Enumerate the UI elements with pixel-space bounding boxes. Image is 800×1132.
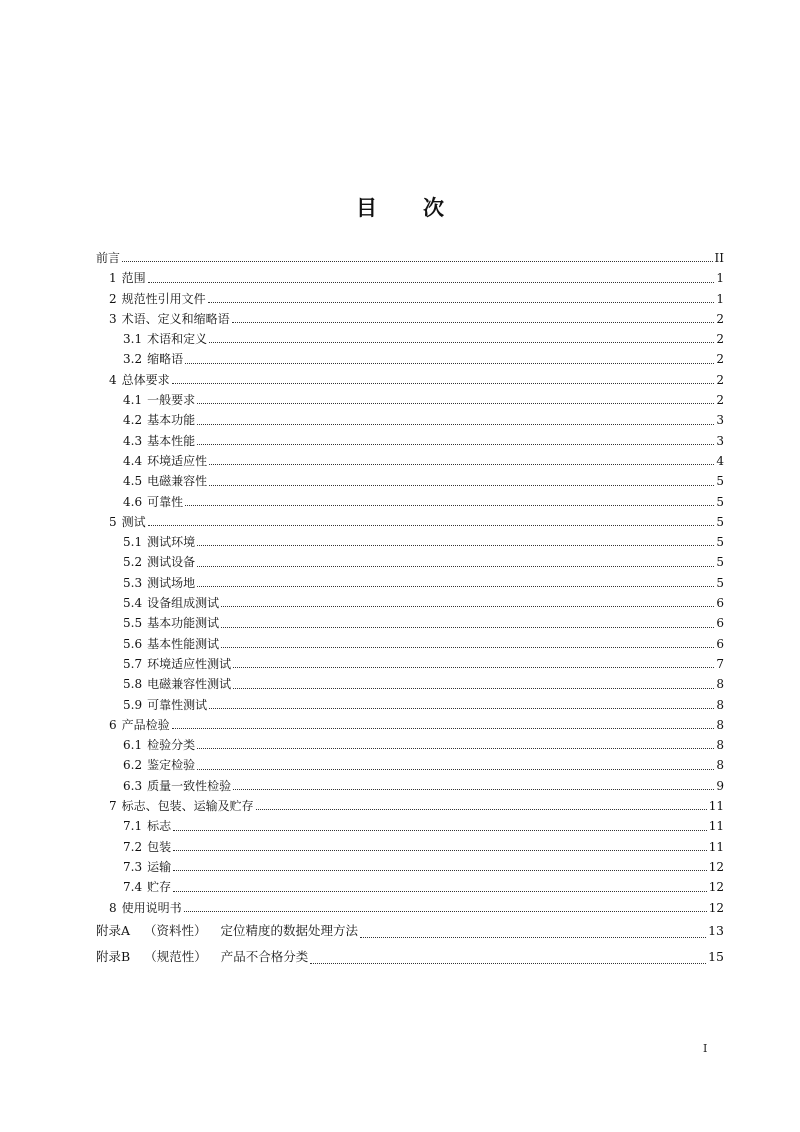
toc-entry-page: 2 — [716, 352, 724, 367]
toc-entry-label — [123, 492, 183, 512]
toc-entry[interactable] — [96, 715, 724, 735]
toc-entry-number: 3 — [109, 311, 117, 326]
toc-entry-label — [123, 837, 171, 857]
toc-entry-number: 4.3 — [123, 433, 143, 448]
toc-entry-page: 12 — [708, 880, 724, 895]
toc-entry-label — [123, 613, 219, 633]
table-of-contents — [96, 248, 724, 970]
toc-entry-label — [109, 512, 146, 532]
toc-entry[interactable] — [96, 370, 724, 390]
toc-entry[interactable] — [96, 431, 724, 451]
toc-entry-page: 2 — [716, 372, 724, 387]
toc-entry-text: 测试场地 — [147, 575, 196, 590]
toc-entry-label — [109, 289, 206, 309]
toc-entry-text: 贮存 — [147, 880, 172, 895]
toc-entry-page: 6 — [716, 616, 724, 631]
toc-entry-text: 使用说明书 — [121, 900, 182, 915]
toc-entry-page: 5 — [716, 494, 724, 509]
toc-entry-number: 5.4 — [123, 596, 143, 611]
toc-entry-number: 4.6 — [123, 494, 143, 509]
toc-entry[interactable] — [96, 471, 724, 491]
toc-entry[interactable] — [96, 877, 724, 897]
dot-leader — [209, 341, 714, 343]
toc-entry-page: 8 — [716, 758, 724, 773]
toc-entry-label — [109, 796, 254, 816]
toc-entry-text: 基本功能 — [147, 413, 196, 428]
toc-entry[interactable] — [96, 898, 724, 918]
dot-leader — [221, 626, 714, 628]
toc-entry-number: 4.5 — [123, 474, 143, 489]
toc-entry-text: 标志、包装、运输及贮存 — [121, 799, 254, 814]
toc-entry-label — [123, 654, 231, 674]
appendix-label-group — [96, 918, 358, 944]
toc-entry-number: 7.3 — [123, 859, 143, 874]
toc-entry-page: 2 — [716, 393, 724, 408]
toc-entry-label — [123, 329, 207, 349]
toc-entry[interactable] — [96, 248, 724, 268]
toc-entry[interactable] — [96, 593, 724, 613]
toc-entry-text: 规范性引用文件 — [121, 291, 206, 306]
toc-entry-text: 检验分类 — [147, 738, 196, 753]
dot-leader — [173, 849, 707, 851]
toc-entry-number: 5.6 — [123, 636, 143, 651]
toc-entry[interactable] — [96, 532, 724, 552]
dot-leader — [197, 747, 714, 749]
toc-entry[interactable] — [96, 329, 724, 349]
toc-entry-text: 电磁兼容性 — [147, 474, 208, 489]
dot-leader — [233, 666, 714, 668]
toc-entry[interactable] — [96, 837, 724, 857]
toc-entry-number: 6 — [109, 717, 117, 732]
toc-entry-page: 5 — [716, 474, 724, 489]
dot-leader — [310, 962, 706, 964]
toc-entry-label — [123, 532, 195, 552]
toc-entry-label — [96, 248, 120, 268]
dot-leader — [172, 727, 714, 729]
toc-entry-text: 标志 — [147, 819, 172, 834]
toc-entry-number: 3.2 — [123, 352, 143, 367]
toc-entry-number: 5.9 — [123, 697, 143, 712]
title-char-2: 次 — [423, 196, 444, 220]
toc-entry[interactable] — [96, 309, 724, 329]
toc-entry[interactable] — [96, 573, 724, 593]
toc-entry-label — [123, 634, 219, 654]
dot-leader — [233, 788, 714, 790]
toc-entry-number: 4.4 — [123, 453, 143, 468]
dot-leader — [173, 890, 707, 892]
toc-entry-page: 2 — [716, 311, 724, 326]
toc-entry-page: 7 — [716, 656, 724, 671]
toc-entry-text: 环境适应性 — [147, 453, 208, 468]
toc-entry-label — [123, 410, 195, 430]
toc-entry[interactable] — [96, 289, 724, 309]
toc-entry-number: 4.1 — [123, 393, 143, 408]
toc-entry-label — [123, 593, 219, 613]
toc-entry-label — [109, 715, 170, 735]
toc-entry-text: 测试设备 — [147, 555, 196, 570]
toc-entry[interactable] — [96, 552, 724, 572]
toc-entry-number: 5.3 — [123, 575, 143, 590]
toc-entry[interactable] — [96, 796, 724, 816]
toc-entry-text: 产品检验 — [121, 717, 170, 732]
dot-leader — [173, 829, 707, 831]
toc-entry[interactable] — [96, 268, 724, 288]
toc-entry-page: 5 — [716, 535, 724, 550]
toc-entry-number: 3.1 — [123, 332, 143, 347]
toc-entry-number: 5.7 — [123, 656, 143, 671]
toc-entry[interactable] — [96, 349, 724, 369]
toc-entry-label — [123, 755, 195, 775]
toc-appendix-entry[interactable] — [96, 944, 724, 970]
toc-entry[interactable] — [96, 674, 724, 694]
appendix-page: 13 — [708, 922, 724, 938]
dot-leader — [209, 707, 714, 709]
title-char-1: 目 — [356, 196, 377, 220]
toc-entry-label — [123, 431, 195, 451]
dot-leader — [172, 382, 714, 384]
toc-entry-text: 术语和定义 — [147, 332, 208, 347]
toc-entry-page: 1 — [716, 291, 724, 306]
toc-entry-label — [109, 268, 146, 288]
dot-leader — [232, 321, 714, 323]
dot-leader — [173, 869, 707, 871]
toc-entry-page: 3 — [716, 433, 724, 448]
toc-entry-page: 8 — [716, 717, 724, 732]
toc-entry-label — [123, 471, 207, 491]
page-title — [0, 192, 800, 222]
toc-entry-text: 测试 — [121, 514, 146, 529]
toc-entry-number: 4.2 — [123, 413, 143, 428]
toc-entry-page: 6 — [716, 596, 724, 611]
toc-entry-label — [123, 857, 171, 877]
toc-entry[interactable] — [96, 390, 724, 410]
dot-leader — [197, 565, 714, 567]
toc-entry-text: 鉴定检验 — [147, 758, 196, 773]
toc-entry-label — [123, 349, 183, 369]
dot-leader — [197, 768, 714, 770]
toc-entry-page: 4 — [716, 453, 724, 468]
toc-entry-number: 5.1 — [123, 535, 143, 550]
toc-entry-number: 5.5 — [123, 616, 143, 631]
dot-leader — [197, 402, 714, 404]
toc-entry-page: 8 — [716, 677, 724, 692]
toc-entry-label — [123, 877, 171, 897]
appendix-label-group — [96, 944, 308, 970]
toc-entry-text: 可靠性测试 — [147, 697, 208, 712]
dot-leader — [197, 423, 714, 425]
toc-entry-label — [123, 674, 231, 694]
toc-entry-label — [109, 309, 230, 329]
toc-entry-text: 范围 — [121, 271, 146, 286]
toc-entry-page: 12 — [708, 900, 724, 915]
toc-entry-number: 6.2 — [123, 758, 143, 773]
toc-entry-text: 环境适应性测试 — [147, 656, 232, 671]
toc-entry-page: 5 — [716, 555, 724, 570]
toc-entry[interactable] — [96, 776, 724, 796]
toc-entry-page: 8 — [716, 738, 724, 753]
toc-entry-text: 设备组成测试 — [147, 596, 220, 611]
toc-entry-number: 5.8 — [123, 677, 143, 692]
dot-leader — [185, 362, 714, 364]
toc-entry-page: 12 — [708, 859, 724, 874]
toc-entry-page: II — [714, 251, 724, 265]
toc-entry[interactable] — [96, 755, 724, 775]
toc-entry-label — [109, 370, 170, 390]
toc-entry[interactable] — [96, 654, 724, 674]
toc-entry-text: 电磁兼容性测试 — [147, 677, 232, 692]
toc-entry-page: 8 — [716, 697, 724, 712]
toc-appendix-entry[interactable] — [96, 918, 724, 944]
toc-entry-text: 缩略语 — [147, 352, 184, 367]
toc-entry-page: 3 — [716, 413, 724, 428]
toc-entry-label — [123, 573, 195, 593]
dot-leader — [197, 443, 714, 445]
toc-entry-text: 可靠性 — [147, 494, 184, 509]
toc-entry-text: 运输 — [147, 859, 172, 874]
appendix-class: （规范性） — [144, 948, 207, 964]
dot-leader — [197, 544, 714, 546]
dot-leader — [209, 484, 714, 486]
toc-entry[interactable] — [96, 695, 724, 715]
toc-entry[interactable] — [96, 613, 724, 633]
page-number: I — [703, 1042, 708, 1055]
toc-entry-label — [123, 816, 171, 836]
dot-leader — [148, 281, 714, 283]
toc-entry-page: 5 — [716, 575, 724, 590]
toc-entry-page: 2 — [716, 332, 724, 347]
toc-entry-number: 7.1 — [123, 819, 143, 834]
dot-leader — [360, 936, 706, 938]
toc-entry-number: 5 — [109, 514, 117, 529]
toc-entry-label — [123, 695, 207, 715]
toc-entry-label — [123, 552, 195, 572]
dot-leader — [197, 585, 714, 587]
dot-leader — [221, 646, 714, 648]
toc-entry-page: 11 — [708, 799, 724, 814]
toc-entry-number: 4 — [109, 372, 117, 387]
appendix-label: 附录A — [96, 922, 131, 938]
toc-entry-number: 7.2 — [123, 839, 143, 854]
toc-entry[interactable] — [96, 857, 724, 877]
toc-entry-text: 质量一致性检验 — [147, 778, 232, 793]
dot-leader — [122, 260, 713, 262]
toc-entry-page: 9 — [716, 778, 724, 793]
dot-leader — [148, 524, 714, 526]
dot-leader — [184, 910, 707, 912]
toc-entry-label — [109, 898, 182, 918]
toc-entry-number: 7 — [109, 799, 117, 814]
dot-leader — [233, 687, 714, 689]
toc-entry-number: 6.1 — [123, 738, 143, 753]
toc-entry[interactable] — [96, 451, 724, 471]
toc-entry-label — [123, 776, 231, 796]
toc-entry-text: 基本性能测试 — [147, 636, 220, 651]
dot-leader — [256, 808, 707, 810]
toc-entry-page: 1 — [716, 271, 724, 286]
appendix-title: 产品不合格分类 — [220, 948, 309, 964]
toc-entry-number: 5.2 — [123, 555, 143, 570]
toc-entry-number: 1 — [109, 271, 117, 286]
toc-entry-text: 包装 — [147, 839, 172, 854]
toc-entry-label — [123, 735, 195, 755]
toc-entry-page: 11 — [708, 839, 724, 854]
appendix-class: （资料性） — [144, 922, 207, 938]
toc-entry[interactable] — [96, 816, 724, 836]
dot-leader — [208, 301, 714, 303]
toc-entry-number: 8 — [109, 900, 117, 915]
toc-entry-number: 7.4 — [123, 880, 143, 895]
toc-entry-text: 基本性能 — [147, 433, 196, 448]
toc-entry-number: 2 — [109, 291, 117, 306]
toc-entry[interactable] — [96, 410, 724, 430]
toc-entry[interactable] — [96, 512, 724, 532]
toc-entry-text: 基本功能测试 — [147, 616, 220, 631]
dot-leader — [221, 605, 714, 607]
toc-entry-text: 前言 — [96, 251, 121, 265]
toc-entry-number: 6.3 — [123, 778, 143, 793]
toc-entry-text: 一般要求 — [147, 393, 196, 408]
toc-entry-text: 测试环境 — [147, 535, 196, 550]
toc-entry-label — [123, 390, 195, 410]
toc-entry-text: 总体要求 — [121, 372, 170, 387]
appendix-label: 附录B — [96, 948, 131, 964]
toc-entry-page: 11 — [708, 819, 724, 834]
toc-entry-page: 5 — [716, 514, 724, 529]
dot-leader — [209, 463, 714, 465]
toc-entry-page: 6 — [716, 636, 724, 651]
toc-entry[interactable] — [96, 634, 724, 654]
toc-entry[interactable] — [96, 735, 724, 755]
dot-leader — [185, 504, 714, 506]
toc-entry[interactable] — [96, 492, 724, 512]
toc-entry-label — [123, 451, 207, 471]
toc-entry-text: 术语、定义和缩略语 — [121, 311, 230, 326]
appendix-page: 15 — [708, 948, 724, 964]
appendix-title: 定位精度的数据处理方法 — [220, 922, 359, 938]
